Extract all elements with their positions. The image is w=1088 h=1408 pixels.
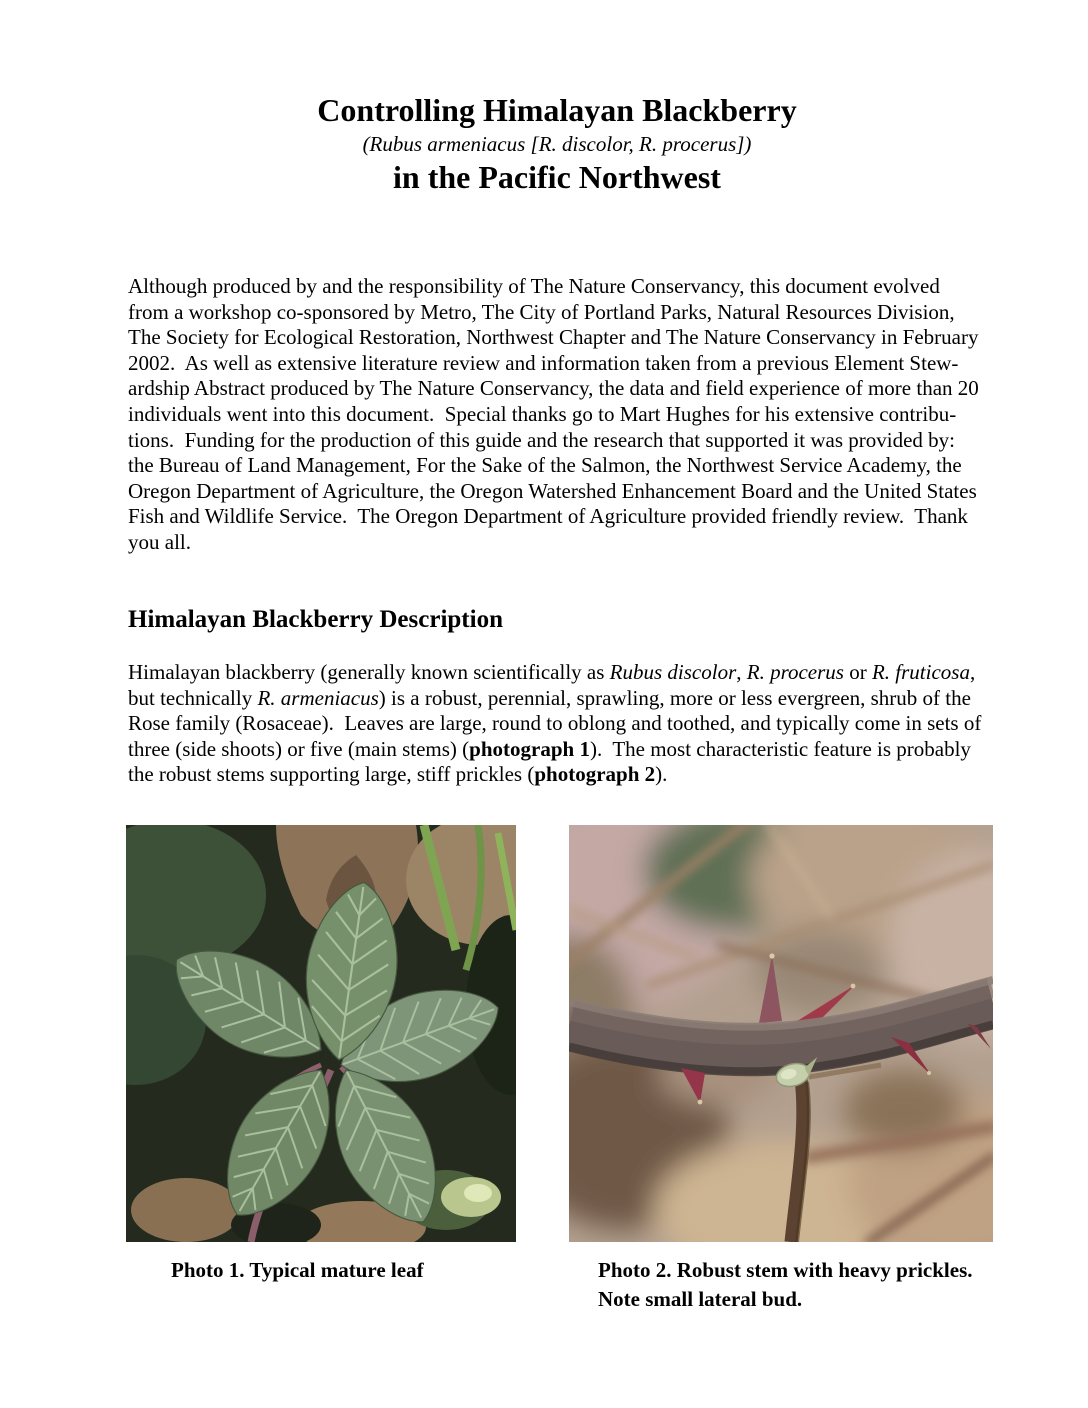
text-line: individuals went into this document. Special thanks go to Mart Hughes for his extensive contribu-	[128, 401, 957, 426]
title-block	[128, 93, 986, 195]
photo-1-caption	[171, 1256, 424, 1285]
text-line: three (side shoots) or five (main stems) (photograph 1). The most characteristic feature is probably	[128, 736, 971, 761]
doc-title-line1: Controlling Himalayan Blackberry	[317, 92, 797, 128]
caption-line: Photo 2. Robust stem with heavy prickles.	[598, 1258, 973, 1282]
text-line: Himalayan blackberry (generally known scientifically as Rubus discolor, R. procerus or R. fruticosa,	[128, 660, 976, 684]
text-line: Oregon Department of Agriculture, the Oregon Watershed Enhancement Board and the United States	[128, 478, 977, 503]
text-line: Rose family (Rosaceae). Leaves are large, round to oblong and toothed, and typically come in sets of	[128, 711, 982, 736]
section-heading: Himalayan Blackberry Description	[128, 606, 503, 633]
doc-title-line2: in the Pacific Northwest	[393, 159, 721, 195]
text-line: you all.	[128, 529, 191, 554]
text-line: ardship Abstract produced by The Nature Conservancy, the data and field experience of more than 20	[128, 376, 979, 401]
text-line: tions. Funding for the production of this guide and the research that supported it was provided by:	[128, 427, 956, 452]
description-paragraph	[128, 660, 1028, 788]
text-line: The Society for Ecological Restoration, Northwest Chapter and The Nature Conservancy in February	[128, 325, 979, 350]
doc-subtitle: (Rubus armeniacus [R. discolor, R. procerus])	[362, 132, 752, 156]
leaf-photo-image	[126, 825, 516, 1242]
stem-photo-image	[569, 825, 993, 1242]
caption-line: Note small lateral bud.	[598, 1287, 803, 1311]
text-line: the Bureau of Land Management, For the Sake of the Salmon, the Northwest Service Academy, the	[128, 453, 962, 478]
text-line: from a workshop co-sponsored by Metro, The City of Portland Parks, Natural Resources Division,	[128, 299, 955, 324]
text-line: the robust stems supporting large, stiff prickles (photograph 2).	[128, 762, 668, 787]
text-line: Fish and Wildlife Service. The Oregon Department of Agriculture provided friendly review. Thank	[128, 504, 968, 529]
photo-1-leaf	[126, 825, 516, 1242]
photo-2-stem	[569, 825, 993, 1242]
text-line: Although produced by and the responsibility of The Nature Conservancy, this document evolved	[128, 274, 940, 298]
text-line: but technically R. armeniacus) is a robust, perennial, sprawling, more or less evergreen, shrub of the	[128, 685, 971, 710]
text-line: 2002. As well as extensive literature review and information taken from a previous Element Stew-	[128, 350, 959, 375]
intro-paragraph	[128, 274, 1028, 556]
caption-line: Photo 1. Typical mature leaf	[171, 1258, 424, 1282]
photo-2-caption	[598, 1256, 973, 1314]
